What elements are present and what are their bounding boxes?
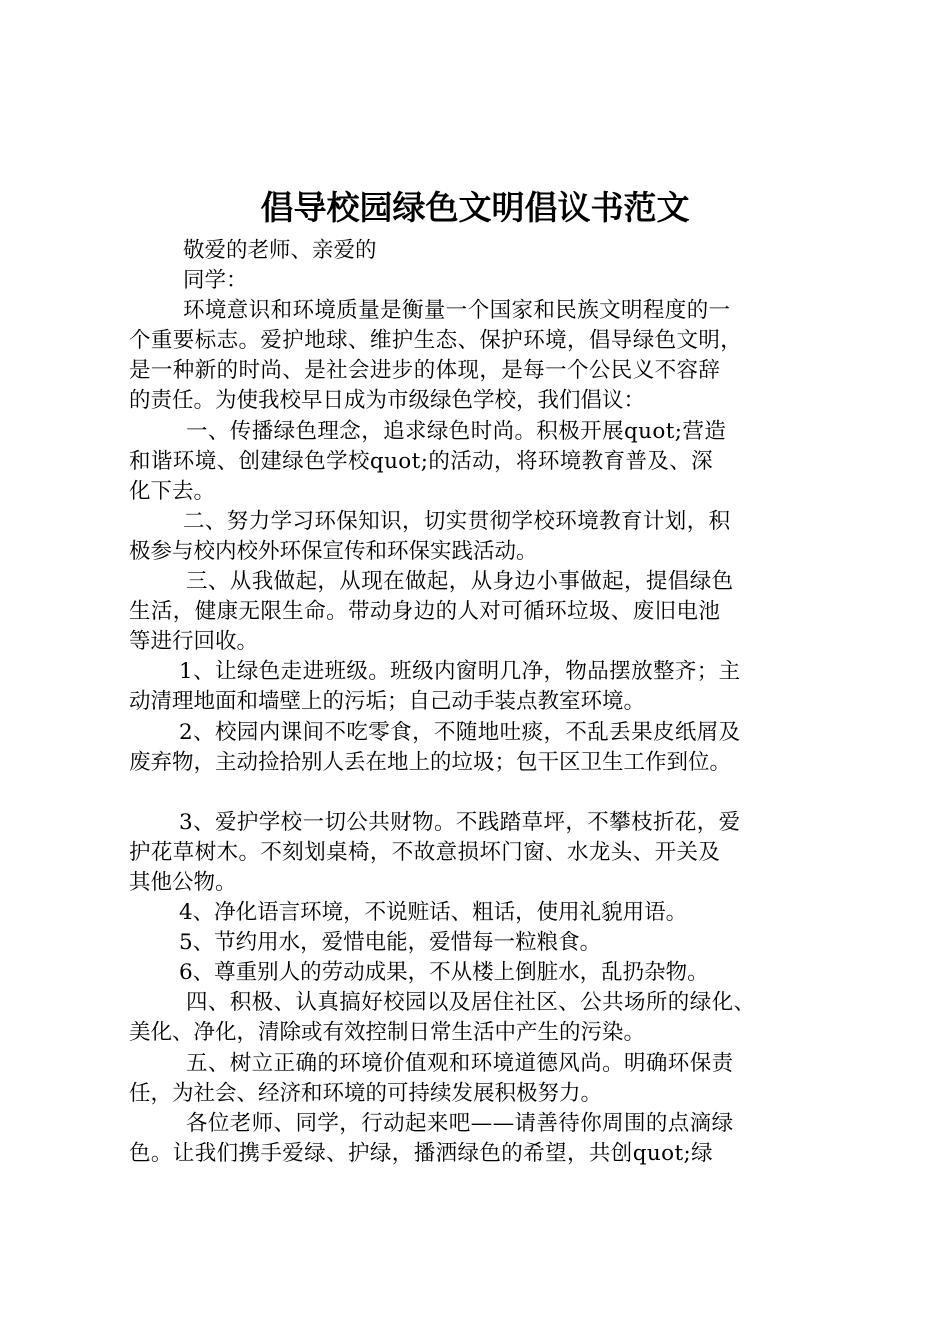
paragraph-line: 色。让我们携手爱绿、护绿，播洒绿色的希望，共创quot;绿 — [129, 1140, 714, 1166]
paragraph-line: 一、传播绿色理念，追求绿色时尚。积极开展quot;营造 — [186, 418, 727, 444]
paragraph-line: 二、努力学习环保知识，切实贯彻学校环境教育计划，积 — [183, 508, 731, 534]
paragraph-line: 是一种新的时尚、是社会进步的体现，是每一个公民义不容辞 — [129, 358, 721, 384]
paragraph-line: 6、尊重别人的劳动成果，不从楼上倒脏水，乱扔杂物。 — [179, 960, 709, 986]
paragraph-line: 三、从我做起，从现在做起，从身边小事做起，提倡绿色 — [186, 569, 734, 595]
paragraph-line: 和谐环境、创建绿色学校quot;的活动，将环境教育普及、深 — [129, 448, 714, 474]
salutation-line-2: 同学： — [183, 268, 248, 294]
blank-line — [129, 778, 835, 808]
paragraph-line: 四、积极、认真搞好校园以及居住社区、公共场所的绿化、 — [186, 990, 756, 1016]
paragraph-line: 护花草树木。不刻划桌椅，不故意损坏门窗、水龙头、开关及 — [129, 839, 721, 865]
paragraph-line: 其他公物。 — [129, 869, 237, 895]
paragraph-line: 美化、净化，清除或有效控制日常生活中产生的污染。 — [129, 1020, 646, 1046]
paragraph-line: 各位老师、同学，行动起来吧——请善待你周围的点滴绿 — [186, 1110, 734, 1136]
paragraph-line: 任，为社会、经济和环境的可持续发展积极努力。 — [129, 1080, 603, 1106]
paragraph-line: 五、树立正确的环境价值观和环境道德风尚。明确环保责 — [186, 1050, 734, 1076]
document-body — [129, 236, 835, 1169]
paragraph-line: 废弃物，主动捡拾别人丢在地上的垃圾；包干区卫生工作到位。 — [129, 749, 732, 775]
document-title: 倡导校园绿色文明倡议书范文 — [260, 188, 690, 227]
paragraph-line: 动清理地面和墙壁上的污垢；自己动手装点教室环境。 — [129, 689, 646, 715]
salutation-line-1: 敬爱的老师、亲爱的 — [183, 238, 377, 263]
paragraph-line: 4、净化语言环境，不说赃话、粗话，使用礼貌用语。 — [179, 900, 688, 926]
paragraph-line: 化下去。 — [129, 478, 216, 504]
paragraph-line: 2、校园内课间不吃零食，不随地吐痰，不乱丢果皮纸屑及 — [179, 719, 741, 745]
paragraph-line: 1、让绿色走进班级。班级内窗明几净，物品摆放整齐；主 — [179, 659, 741, 685]
paragraph-line: 5、节约用水，爱惜电能，爱惜每一粒粮食。 — [179, 930, 602, 956]
paragraph-line: 的责任。为使我校早日成为市级绿色学校，我们倡议： — [129, 388, 646, 414]
paragraph-line: 生活，健康无限生命。带动身边的人对可循环垃圾、废旧电池 — [129, 599, 721, 625]
paragraph-line: 等进行回收。 — [129, 629, 259, 655]
paragraph-line: 3、爱护学校一切公共财物。不践踏草坪，不攀枝折花，爱 — [179, 809, 741, 835]
paragraph-line: 个重要标志。爱护地球、维护生态、保护环境，倡导绿色文明， — [129, 328, 743, 354]
paragraph-line: 极参与校内校外环保宣传和环保实践活动。 — [129, 538, 538, 564]
paragraph-line: 环境意识和环境质量是衡量一个国家和民族文明程度的一 — [183, 298, 731, 324]
